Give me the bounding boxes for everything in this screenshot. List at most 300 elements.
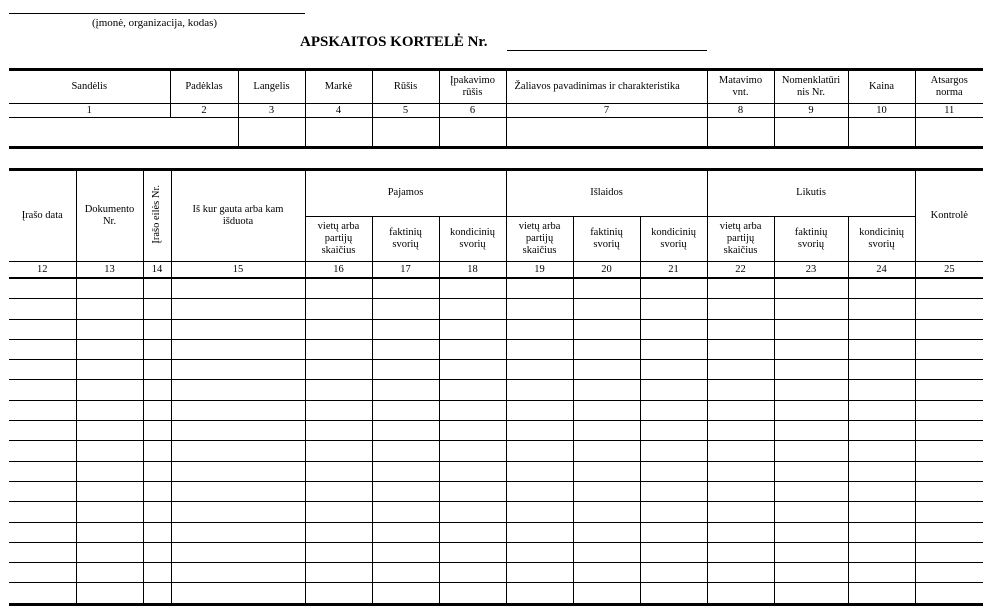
table-row bbox=[9, 319, 983, 339]
ledger-cell[interactable] bbox=[143, 481, 171, 501]
ledger-cell[interactable] bbox=[640, 360, 707, 380]
col-sandelis: Sandėlis bbox=[9, 70, 170, 104]
ledger-cell[interactable] bbox=[305, 400, 372, 420]
ledger-cell[interactable] bbox=[305, 278, 372, 299]
table-row bbox=[9, 299, 983, 319]
ledger-cell[interactable] bbox=[707, 400, 774, 420]
ledger-cell[interactable] bbox=[573, 380, 640, 400]
ledger-cell[interactable] bbox=[143, 502, 171, 522]
ledger-cell[interactable] bbox=[573, 319, 640, 339]
ledger-cell[interactable] bbox=[439, 299, 506, 319]
ledger-cell[interactable] bbox=[640, 542, 707, 562]
ledger-cell[interactable] bbox=[76, 360, 143, 380]
ledger-cell[interactable] bbox=[439, 441, 506, 461]
ledger-cell[interactable] bbox=[848, 502, 915, 522]
num-24: 24 bbox=[848, 262, 915, 279]
ledger-cell[interactable] bbox=[640, 319, 707, 339]
ledger-cell[interactable] bbox=[76, 380, 143, 400]
ledger-cell[interactable] bbox=[915, 502, 983, 522]
group-likutis: Likutis bbox=[707, 170, 915, 217]
ledger-cell[interactable] bbox=[774, 299, 848, 319]
ledger-cell[interactable] bbox=[372, 461, 439, 481]
ledger-cell[interactable] bbox=[143, 339, 171, 359]
ledger-cell[interactable] bbox=[573, 441, 640, 461]
ledger-cell[interactable] bbox=[171, 522, 305, 542]
ledger-cell[interactable] bbox=[305, 481, 372, 501]
ledger-cell[interactable] bbox=[774, 583, 848, 604]
ledger-cell[interactable] bbox=[848, 583, 915, 604]
ledger-cell[interactable] bbox=[9, 400, 76, 420]
entry-cell[interactable] bbox=[848, 118, 915, 148]
ledger-cell[interactable] bbox=[774, 502, 848, 522]
group-islaidos: Išlaidos bbox=[506, 170, 707, 217]
table-row bbox=[9, 461, 983, 481]
ledger-cell[interactable] bbox=[506, 542, 573, 562]
ledger-cell[interactable] bbox=[9, 278, 76, 299]
ledger-cell[interactable] bbox=[439, 522, 506, 542]
ledger-cell[interactable] bbox=[171, 360, 305, 380]
ledger-cell[interactable] bbox=[640, 522, 707, 542]
num-13: 13 bbox=[76, 262, 143, 279]
ledger-cell[interactable] bbox=[439, 542, 506, 562]
ledger-cell[interactable] bbox=[171, 299, 305, 319]
ledger-cell[interactable] bbox=[439, 360, 506, 380]
col-kontrole: Kontrolė bbox=[915, 170, 983, 262]
ledger-cell[interactable] bbox=[640, 380, 707, 400]
ledger-cell[interactable] bbox=[171, 441, 305, 461]
ledger-cell[interactable] bbox=[640, 502, 707, 522]
ledger-cell[interactable] bbox=[372, 441, 439, 461]
ledger-cell[interactable] bbox=[439, 502, 506, 522]
ledger-cell[interactable] bbox=[848, 542, 915, 562]
ledger-cell[interactable] bbox=[171, 421, 305, 441]
sub-faktiniu: faktinių svorių bbox=[372, 216, 439, 262]
num-2: 2 bbox=[170, 104, 238, 118]
sub-kondiciniu: kondicinių svorių bbox=[848, 216, 915, 262]
ledger-cell[interactable] bbox=[76, 421, 143, 441]
page-title: APSKAITOS KORTELĖ Nr. bbox=[300, 34, 488, 50]
ledger-cell[interactable] bbox=[915, 421, 983, 441]
ledger-cell[interactable] bbox=[305, 380, 372, 400]
group-pajamos: Pajamos bbox=[305, 170, 506, 217]
ledger-cell[interactable] bbox=[305, 583, 372, 604]
ledger-cell[interactable] bbox=[171, 502, 305, 522]
ledger-cell[interactable] bbox=[506, 583, 573, 604]
ledger-cell[interactable] bbox=[707, 481, 774, 501]
num-5: 5 bbox=[372, 104, 439, 118]
org-underline bbox=[9, 13, 305, 14]
ledger-cell[interactable] bbox=[848, 563, 915, 583]
ledger-cell[interactable] bbox=[573, 400, 640, 420]
ledger-cell[interactable] bbox=[143, 441, 171, 461]
ledger-cell[interactable] bbox=[76, 583, 143, 604]
ledger-cell[interactable] bbox=[848, 299, 915, 319]
ledger-cell[interactable] bbox=[707, 441, 774, 461]
ledger-cell[interactable] bbox=[707, 542, 774, 562]
col-dokumento-nr: Dokumento Nr. bbox=[76, 170, 143, 262]
ledger-cell[interactable] bbox=[9, 522, 76, 542]
ledger-cell[interactable] bbox=[915, 400, 983, 420]
ledger-cell[interactable] bbox=[848, 278, 915, 299]
sub-vietu: vietų arba partijų skaičius bbox=[506, 216, 573, 262]
ledger-cell[interactable] bbox=[143, 542, 171, 562]
ledger-number-row bbox=[9, 262, 983, 279]
ledger-cell[interactable] bbox=[573, 421, 640, 441]
table-row bbox=[9, 563, 983, 583]
ledger-cell[interactable] bbox=[76, 481, 143, 501]
ledger-cell[interactable] bbox=[640, 563, 707, 583]
ledger-cell[interactable] bbox=[9, 319, 76, 339]
ledger-cell[interactable] bbox=[305, 461, 372, 481]
sub-vietu: vietų arba partijų skaičius bbox=[305, 216, 372, 262]
ledger-cell[interactable] bbox=[915, 339, 983, 359]
num-20: 20 bbox=[573, 262, 640, 279]
ledger-cell[interactable] bbox=[439, 400, 506, 420]
ledger-cell[interactable] bbox=[76, 299, 143, 319]
entry-cell[interactable] bbox=[238, 118, 305, 148]
ledger-cell[interactable] bbox=[915, 299, 983, 319]
table-row bbox=[9, 542, 983, 562]
num-10: 10 bbox=[848, 104, 915, 118]
ledger-cell[interactable] bbox=[305, 441, 372, 461]
ledger-cell[interactable] bbox=[76, 522, 143, 542]
ledger-cell[interactable] bbox=[305, 502, 372, 522]
ledger-cell[interactable] bbox=[506, 380, 573, 400]
ledger-cell[interactable] bbox=[9, 563, 76, 583]
ledger-cell[interactable] bbox=[640, 441, 707, 461]
sub-faktiniu: faktinių svorių bbox=[774, 216, 848, 262]
ledger-cell[interactable] bbox=[573, 481, 640, 501]
ledger-cell[interactable] bbox=[774, 278, 848, 299]
top-header-row bbox=[9, 70, 983, 104]
ledger-cell[interactable] bbox=[439, 563, 506, 583]
num-8: 8 bbox=[707, 104, 774, 118]
ledger-cell[interactable] bbox=[143, 522, 171, 542]
ledger-cell[interactable] bbox=[76, 542, 143, 562]
ledger-cell[interactable] bbox=[9, 421, 76, 441]
col-rusis: Rūšis bbox=[372, 70, 439, 104]
ledger-cell[interactable] bbox=[305, 421, 372, 441]
ledger-body bbox=[9, 278, 983, 604]
ledger-cell[interactable] bbox=[915, 583, 983, 604]
ledger-cell[interactable] bbox=[774, 400, 848, 420]
ledger-cell[interactable] bbox=[915, 278, 983, 299]
ledger-cell[interactable] bbox=[640, 481, 707, 501]
ledger-cell[interactable] bbox=[143, 563, 171, 583]
ledger-cell[interactable] bbox=[171, 339, 305, 359]
ledger-cell[interactable] bbox=[640, 461, 707, 481]
ledger-cell[interactable] bbox=[506, 563, 573, 583]
ledger-cell[interactable] bbox=[506, 319, 573, 339]
entry-cell[interactable] bbox=[707, 118, 774, 148]
ledger-cell[interactable] bbox=[372, 481, 439, 501]
ledger-cell[interactable] bbox=[171, 319, 305, 339]
table-row bbox=[9, 522, 983, 542]
ledger-cell[interactable] bbox=[9, 461, 76, 481]
ledger-cell[interactable] bbox=[915, 360, 983, 380]
org-caption: (įmonė, organizacija, kodas) bbox=[92, 17, 218, 29]
num-21: 21 bbox=[640, 262, 707, 279]
col-iraso-data: Įrašo data bbox=[9, 170, 76, 262]
ledger-cell[interactable] bbox=[640, 421, 707, 441]
ledger-cell[interactable] bbox=[506, 461, 573, 481]
ledger-cell[interactable] bbox=[915, 319, 983, 339]
ledger-cell[interactable] bbox=[9, 360, 76, 380]
entry-cell[interactable] bbox=[305, 118, 372, 148]
ledger-cell[interactable] bbox=[143, 299, 171, 319]
ledger-cell[interactable] bbox=[143, 380, 171, 400]
ledger-cell[interactable] bbox=[305, 339, 372, 359]
ledger-cell[interactable] bbox=[848, 421, 915, 441]
col-langelis: Langelis bbox=[238, 70, 305, 104]
ledger-cell[interactable] bbox=[848, 380, 915, 400]
ledger-cell[interactable] bbox=[506, 481, 573, 501]
ledger-cell[interactable] bbox=[143, 360, 171, 380]
ledger-cell[interactable] bbox=[439, 481, 506, 501]
ledger-cell[interactable] bbox=[774, 319, 848, 339]
ledger-cell[interactable] bbox=[76, 339, 143, 359]
ledger-cell[interactable] bbox=[506, 299, 573, 319]
ledger-cell[interactable] bbox=[707, 319, 774, 339]
ledger-cell[interactable] bbox=[372, 299, 439, 319]
ledger-cell[interactable] bbox=[9, 441, 76, 461]
ledger-cell[interactable] bbox=[506, 360, 573, 380]
num-4: 4 bbox=[305, 104, 372, 118]
num-25: 25 bbox=[915, 262, 983, 279]
card-number-underline[interactable] bbox=[507, 50, 707, 51]
ledger-cell[interactable] bbox=[573, 583, 640, 604]
ledger-cell[interactable] bbox=[439, 583, 506, 604]
ledger-cell[interactable] bbox=[439, 421, 506, 441]
ledger-cell[interactable] bbox=[848, 461, 915, 481]
ledger-cell[interactable] bbox=[9, 542, 76, 562]
top-number-row bbox=[9, 104, 983, 118]
ledger-cell[interactable] bbox=[707, 299, 774, 319]
ledger-cell[interactable] bbox=[707, 360, 774, 380]
ledger-cell[interactable] bbox=[372, 502, 439, 522]
ledger-cell[interactable] bbox=[848, 522, 915, 542]
ledger-cell[interactable] bbox=[143, 278, 171, 299]
ledger-cell[interactable] bbox=[143, 319, 171, 339]
ledger-cell[interactable] bbox=[506, 339, 573, 359]
ledger-cell[interactable] bbox=[774, 522, 848, 542]
ledger-cell[interactable] bbox=[848, 441, 915, 461]
ledger-cell[interactable] bbox=[774, 461, 848, 481]
ledger-cell[interactable] bbox=[774, 360, 848, 380]
ledger-cell[interactable] bbox=[372, 522, 439, 542]
ledger-cell[interactable] bbox=[171, 583, 305, 604]
ledger-cell[interactable] bbox=[848, 481, 915, 501]
ledger-cell[interactable] bbox=[9, 299, 76, 319]
ledger-cell[interactable] bbox=[915, 380, 983, 400]
ledger-cell[interactable] bbox=[143, 461, 171, 481]
ledger-cell[interactable] bbox=[76, 400, 143, 420]
ledger-cell[interactable] bbox=[305, 319, 372, 339]
ledger-cell[interactable] bbox=[915, 461, 983, 481]
ledger-cell[interactable] bbox=[143, 400, 171, 420]
ledger-cell[interactable] bbox=[171, 400, 305, 420]
num-9: 9 bbox=[774, 104, 848, 118]
ledger-cell[interactable] bbox=[573, 563, 640, 583]
table-row bbox=[9, 481, 983, 501]
ledger-cell[interactable] bbox=[171, 481, 305, 501]
ledger-cell[interactable] bbox=[9, 481, 76, 501]
ledger-cell[interactable] bbox=[76, 563, 143, 583]
ledger-cell[interactable] bbox=[848, 339, 915, 359]
ledger-cell[interactable] bbox=[707, 278, 774, 299]
num-22: 22 bbox=[707, 262, 774, 279]
ledger-cell[interactable] bbox=[372, 563, 439, 583]
ledger-cell[interactable] bbox=[171, 563, 305, 583]
ledger-cell[interactable] bbox=[915, 563, 983, 583]
ledger-cell[interactable] bbox=[707, 583, 774, 604]
ledger-cell[interactable] bbox=[305, 522, 372, 542]
table-row bbox=[9, 400, 983, 420]
ledger-cell[interactable] bbox=[915, 522, 983, 542]
ledger-cell[interactable] bbox=[9, 502, 76, 522]
col-iraso-eiles-nr: Įrašo eilės Nr. bbox=[143, 170, 171, 262]
ledger-cell[interactable] bbox=[372, 583, 439, 604]
ledger-cell[interactable] bbox=[372, 421, 439, 441]
entry-cell[interactable] bbox=[915, 118, 983, 148]
ledger-cell[interactable] bbox=[171, 278, 305, 299]
ledger-cell[interactable] bbox=[774, 421, 848, 441]
ledger-cell[interactable] bbox=[9, 583, 76, 604]
ledger-cell[interactable] bbox=[506, 502, 573, 522]
col-is-kur: Iš kur gauta arba kam išduota bbox=[171, 170, 305, 262]
sub-vietu: vietų arba partijų skaičius bbox=[707, 216, 774, 262]
entry-cell[interactable] bbox=[9, 118, 238, 148]
ledger-cell[interactable] bbox=[573, 278, 640, 299]
ledger-cell[interactable] bbox=[76, 502, 143, 522]
ledger-cell[interactable] bbox=[9, 380, 76, 400]
ledger-cell[interactable] bbox=[143, 421, 171, 441]
num-16: 16 bbox=[305, 262, 372, 279]
top-entry-row bbox=[9, 118, 983, 148]
table-row bbox=[9, 360, 983, 380]
ledger-cell[interactable] bbox=[707, 339, 774, 359]
ledger-cell[interactable] bbox=[76, 441, 143, 461]
ledger-table bbox=[9, 168, 983, 606]
ledger-cell[interactable] bbox=[573, 360, 640, 380]
ledger-cell[interactable] bbox=[76, 319, 143, 339]
ledger-cell[interactable] bbox=[707, 461, 774, 481]
ledger-cell[interactable] bbox=[774, 380, 848, 400]
ledger-cell[interactable] bbox=[640, 339, 707, 359]
col-zaliavos: Žaliavos pavadinimas ir charakteristika bbox=[506, 70, 707, 104]
num-17: 17 bbox=[372, 262, 439, 279]
ledger-header-row-1 bbox=[9, 170, 983, 217]
ledger-cell[interactable] bbox=[640, 400, 707, 420]
sub-kondiciniu: kondicinių svorių bbox=[640, 216, 707, 262]
ledger-cell[interactable] bbox=[915, 441, 983, 461]
ledger-cell[interactable] bbox=[372, 360, 439, 380]
ledger-cell[interactable] bbox=[707, 421, 774, 441]
col-matavimo: Matavimo vnt. bbox=[707, 70, 774, 104]
ledger-cell[interactable] bbox=[915, 542, 983, 562]
ledger-cell[interactable] bbox=[573, 522, 640, 542]
ledger-cell[interactable] bbox=[372, 542, 439, 562]
ledger-cell[interactable] bbox=[640, 299, 707, 319]
col-padeklas: Padėklas bbox=[170, 70, 238, 104]
table-row bbox=[9, 278, 983, 299]
ledger-cell[interactable] bbox=[506, 441, 573, 461]
ledger-cell[interactable] bbox=[439, 278, 506, 299]
ledger-cell[interactable] bbox=[848, 360, 915, 380]
ledger-cell[interactable] bbox=[439, 380, 506, 400]
ledger-cell[interactable] bbox=[171, 461, 305, 481]
ledger-cell[interactable] bbox=[372, 380, 439, 400]
ledger-cell[interactable] bbox=[171, 380, 305, 400]
ledger-cell[interactable] bbox=[439, 339, 506, 359]
ledger-cell[interactable] bbox=[506, 278, 573, 299]
ledger-cell[interactable] bbox=[506, 400, 573, 420]
table-row bbox=[9, 441, 983, 461]
entry-cell[interactable] bbox=[774, 118, 848, 148]
ledger-cell[interactable] bbox=[372, 319, 439, 339]
ledger-cell[interactable] bbox=[506, 522, 573, 542]
ledger-cell[interactable] bbox=[774, 339, 848, 359]
ledger-cell[interactable] bbox=[9, 339, 76, 359]
ledger-cell[interactable] bbox=[171, 542, 305, 562]
ledger-cell[interactable] bbox=[848, 319, 915, 339]
num-19: 19 bbox=[506, 262, 573, 279]
ledger-cell[interactable] bbox=[573, 339, 640, 359]
num-1: 1 bbox=[9, 104, 170, 118]
ledger-cell[interactable] bbox=[774, 542, 848, 562]
num-11: 11 bbox=[915, 104, 983, 118]
ledger-cell[interactable] bbox=[774, 441, 848, 461]
ledger-cell[interactable] bbox=[640, 278, 707, 299]
ledger-cell[interactable] bbox=[707, 380, 774, 400]
ledger-cell[interactable] bbox=[573, 461, 640, 481]
ledger-cell[interactable] bbox=[305, 563, 372, 583]
table-row bbox=[9, 339, 983, 359]
ledger-cell[interactable] bbox=[372, 339, 439, 359]
ledger-cell[interactable] bbox=[707, 522, 774, 542]
ledger-cell[interactable] bbox=[372, 400, 439, 420]
table-row bbox=[9, 502, 983, 522]
entry-cell[interactable] bbox=[372, 118, 439, 148]
ledger-cell[interactable] bbox=[305, 542, 372, 562]
ledger-cell[interactable] bbox=[76, 461, 143, 481]
ledger-cell[interactable] bbox=[573, 299, 640, 319]
ledger-cell[interactable] bbox=[707, 563, 774, 583]
ledger-cell[interactable] bbox=[573, 502, 640, 522]
ledger-cell[interactable] bbox=[573, 542, 640, 562]
num-23: 23 bbox=[774, 262, 848, 279]
ledger-cell[interactable] bbox=[506, 421, 573, 441]
ledger-cell[interactable] bbox=[305, 360, 372, 380]
col-nomenklaturinis: Nomenklatūri nis Nr. bbox=[774, 70, 848, 104]
table-row bbox=[9, 421, 983, 441]
ledger-cell[interactable] bbox=[305, 299, 372, 319]
ledger-cell[interactable] bbox=[707, 502, 774, 522]
ledger-cell[interactable] bbox=[143, 583, 171, 604]
entry-cell[interactable] bbox=[439, 118, 506, 148]
ledger-cell[interactable] bbox=[915, 481, 983, 501]
ledger-cell[interactable] bbox=[76, 278, 143, 299]
ledger-cell[interactable] bbox=[372, 278, 439, 299]
ledger-cell[interactable] bbox=[640, 583, 707, 604]
ledger-cell[interactable] bbox=[774, 481, 848, 501]
entry-cell[interactable] bbox=[506, 118, 707, 148]
ledger-cell[interactable] bbox=[848, 400, 915, 420]
col-kaina: Kaina bbox=[848, 70, 915, 104]
ledger-cell[interactable] bbox=[774, 563, 848, 583]
ledger-cell[interactable] bbox=[439, 319, 506, 339]
ledger-cell[interactable] bbox=[439, 461, 506, 481]
